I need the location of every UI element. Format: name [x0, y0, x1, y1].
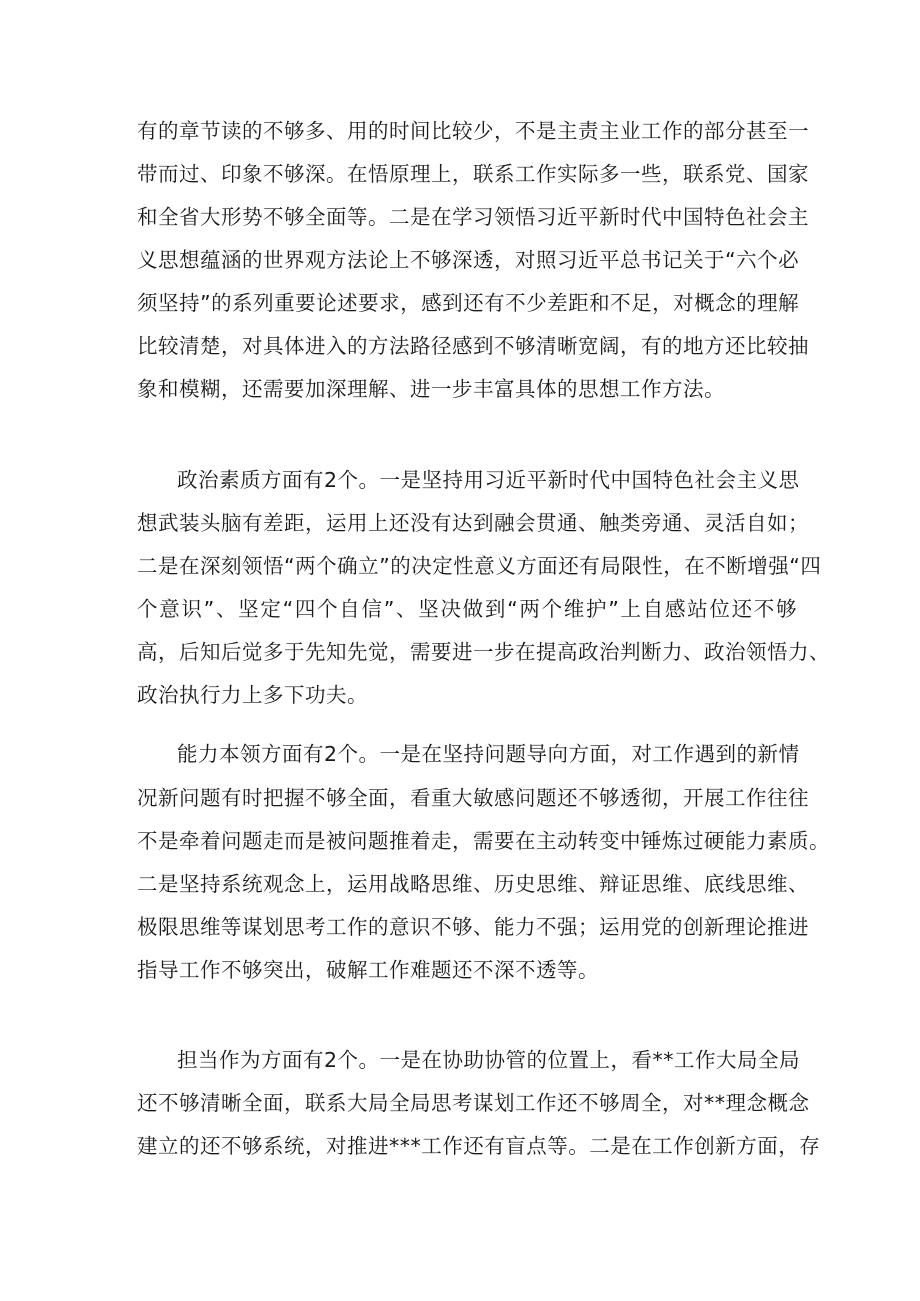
paragraph-line: 想武装头脑有差距，运用上还没有达到融会贯通、触类旁通、灵活自如； [137, 511, 809, 535]
paragraph-line: 高，后知后觉多于先知先觉，需要进一步在提高政治判断力、政治领悟力、 [137, 640, 830, 664]
paragraph-line: 个意识”、坚定“四个自信”、坚决做到“两个维护”上自感站位还不够 [137, 597, 797, 621]
paragraph-line: 带而过、印象不够深。在悟原理上，联系工作实际多一些，联系党、国家 [137, 162, 809, 186]
paragraph-line: 二是坚持系统观念上，运用战略思维、历史思维、辩证思维、底线思维、 [137, 872, 809, 896]
paragraph-line: 有的章节读的不够多、用的时间比较少，不是主责主业工作的部分甚至一 [137, 119, 809, 143]
paragraph-first-line: 政治素质方面有2个。一是坚持用习近平新时代中国特色社会主义思 [177, 468, 800, 492]
paragraph-line: 极限思维等谋划思考工作的意识不够、能力不强；运用党的创新理论推进 [137, 915, 809, 939]
paragraph-line: 象和模糊，还需要加深理解、进一步丰富具体的思想工作方法。 [137, 377, 725, 401]
paragraph-line: 不是牵着问题走而是被问题推着走，需要在主动转变中锤炼过硬能力素质。 [137, 829, 830, 853]
paragraph-line: 况新问题有时把握不够全面，看重大敏感问题还不够透彻，开展工作往往 [137, 786, 809, 810]
paragraph-line: 比较清楚，对具体进入的方法路径感到不够清晰宽阔，有的地方还比较抽 [137, 334, 809, 358]
paragraph-line: 和全省大形势不够全面等。二是在学习领悟习近平新时代中国特色社会主 [137, 205, 809, 229]
paragraph-line: 指导工作不够突出，破解工作难题还不深不透等。 [137, 958, 599, 982]
paragraph-line: 还不够清晰全面，联系大局全局思考谋划工作还不够周全，对**理念概念 [137, 1091, 810, 1115]
paragraph-line: 二是在深刻领悟“两个确立”的决定性意义方面还有局限性，在不断增强“四 [137, 554, 822, 578]
paragraph-line: 须坚持”的系列重要论述要求，感到还有不少差距和不足，对概念的理解 [137, 291, 800, 315]
paragraph-line: 建立的还不够系统，对推进***工作还有盲点等。二是在工作创新方面，存 [137, 1134, 821, 1158]
paragraph-line: 政治执行力上多下功夫。 [137, 683, 368, 707]
paragraph-first-line: 担当作为方面有2个。一是在协助协管的位置上，看**工作大局全局 [177, 1048, 801, 1072]
paragraph-line: 义思想蕴涵的世界观方法论上不够深透，对照习近平总书记关于“六个必 [137, 248, 800, 272]
paragraph-first-line: 能力本领方面有2个。一是在坚持问题导向方面，对工作遇到的新情 [177, 742, 800, 766]
